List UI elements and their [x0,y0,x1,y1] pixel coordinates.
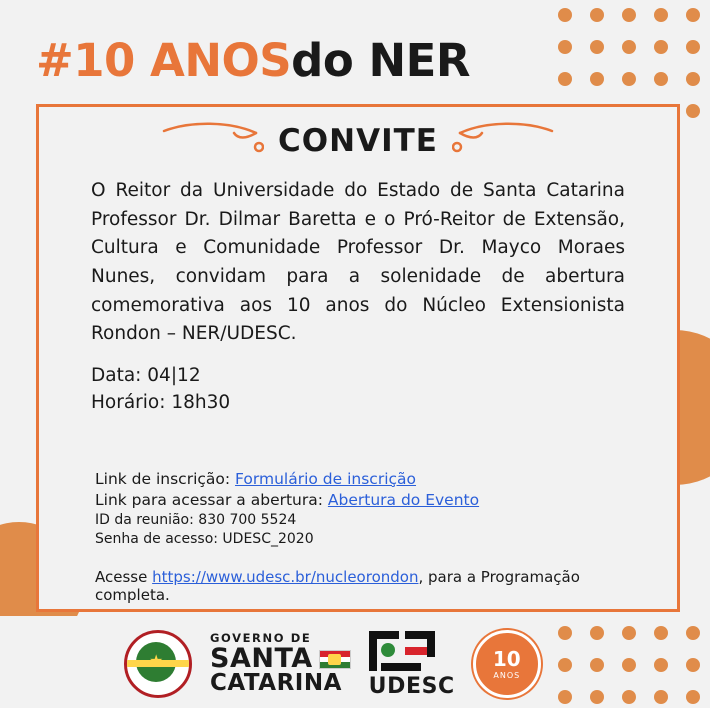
links-block [95,469,621,550]
dot [590,626,604,640]
page-title-accent: #10 ANOS [36,34,292,87]
dot [558,8,572,22]
governo-label: GOVERNO DE [210,631,312,646]
dot [686,40,700,54]
opening-link[interactable]: Abertura do Evento [327,490,480,509]
dot [590,8,604,22]
registration-link-label: Link de inscrição: [95,469,236,488]
dot [558,40,572,54]
event-time: Horário: 18h30 [91,391,231,413]
governo-line2: CATARINA [210,669,342,696]
decorative-dots-top-right [558,8,700,118]
event-details [91,363,625,417]
anniversary-seal-icon [473,630,541,698]
opening-link-line [95,490,621,511]
dot [590,658,604,672]
program-url-link[interactable]: https://www.udesc.br/nucleorondon [152,567,419,586]
santa-catarina-flag-icon [319,650,351,669]
dot [686,626,700,640]
dot [686,690,700,704]
flourish-right-icon [452,119,556,163]
logo-udesc [369,631,455,698]
dot [654,690,668,704]
event-date: Data: 04|12 [91,365,201,387]
registration-link[interactable]: Formulário de inscrição [235,469,417,488]
dot [590,40,604,54]
page-title-rest: do NER [291,34,471,87]
invite-title-row [39,119,677,163]
dot [654,40,668,54]
registration-link-line [95,469,621,490]
dot [622,40,636,54]
seal-number: 10 [492,646,521,671]
logo-governo-sc [210,633,351,695]
dot [622,626,636,640]
dot [654,626,668,640]
dot [686,8,700,22]
logos-strip [124,620,584,708]
program-footer-line [95,568,621,604]
meeting-id: ID da reunião: 830 700 5524 [95,511,297,528]
dot [622,8,636,22]
dot [686,658,700,672]
invite-body-text: O Reitor da Universidade do Estado de Santa Catarina Professor Dr. Dilmar Baretta e o Pró-Reitor de Extensão, Cultura e Comunidade Professor Dr. Mayco Moraes Nunes, convidam para a solenidade de abertura comemorativa aos 10 anos do Núcleo Extensionista Rondon – NER/UDESC. [91,180,625,345]
seal-text: ANOS [493,670,521,680]
dot [622,72,636,86]
governo-line1 [210,642,351,674]
dot [686,104,700,118]
flourish-left-icon [160,119,264,163]
dot [558,72,572,86]
meeting-password: Senha de acesso: UDESC_2020 [95,531,314,548]
dot [654,8,668,22]
dot [654,658,668,672]
udesc-mark-icon [369,631,441,673]
dot [590,72,604,86]
invite-card [36,104,680,612]
star-icon: ★ [149,651,164,670]
coat-of-arms-icon [124,630,192,698]
invite-title: CONVITE [278,123,438,159]
dot [622,658,636,672]
program-footer-suffix: , para a Programação completa. [95,567,580,604]
dot [622,690,636,704]
logo-brasao-santa-catarina [124,630,192,698]
dot [590,690,604,704]
udesc-text: UDESC [368,673,455,699]
program-footer-prefix: Acesse [95,567,153,586]
opening-link-label: Link para acessar a abertura: [95,490,328,509]
dot [686,72,700,86]
dot [654,72,668,86]
governo-line1-text: SANTA [210,642,313,674]
page-title [36,34,470,87]
decorative-bottom-left-panel [0,616,124,708]
logo-10-anos-seal [473,630,541,698]
